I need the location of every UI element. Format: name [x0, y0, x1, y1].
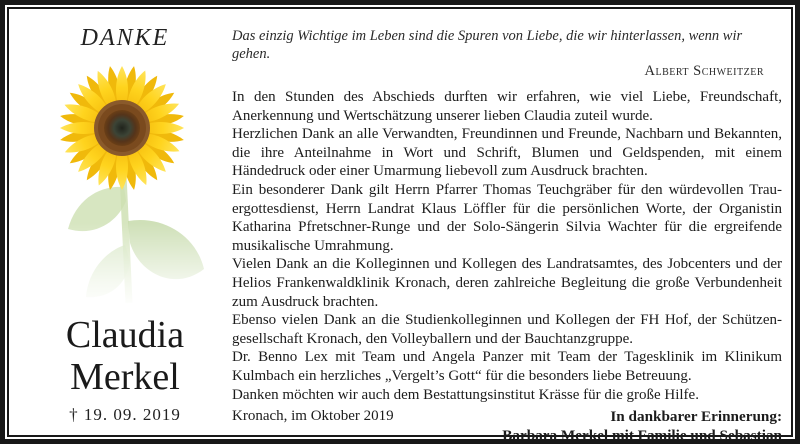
paragraph: Vielen Dank an die Kolleginnen und Kollegen des Landratsamtes, des Jobcenters und der Helios Frankenwaldklinik Kronach, deren zahlreiche Begleitung die große Verbundenheit zum Ausdruck brachten. — [232, 256, 782, 310]
memorial-column — [20, 25, 230, 425]
sunflower-image — [30, 53, 220, 308]
notice-footer — [232, 407, 782, 445]
paragraph: Ein besonderer Dank gilt Herrn Pfarrer Thomas Teuchgräber für den würdevollen Trauergottesdienst, Herrn Landrat Klaus Löffler für die persönlichen Worte, der Organistin Katharina Pfretschner-Runge und der Solo-Sängerin Silvia Wachter für die ergreifende musikalische Umrahmung. — [232, 181, 782, 254]
text-column — [232, 27, 782, 445]
paragraph: Herzlichen Dank an alle Verwandten, Freundinnen und Freunde, Nachbarn und Bekannten, die ihre Anteilnahme in Wort und Schrift, Blumen und Geldspenden, mit einem Händedruck oder einer Umarmung liebevoll zum Ausdruck brachten. — [232, 126, 782, 180]
thank-you-paragraphs — [232, 88, 782, 404]
paragraph: Ebenso vielen Dank an die Studienkolleginnen und Kollegen der FH Hof, der Schützengesellschaft Kronach, den Volleyballern und der Bauchtanzgruppe. — [232, 312, 782, 347]
closing-line: In dankbarer Erinnerung: — [610, 408, 782, 426]
deceased-last-name: Merkel — [70, 356, 180, 398]
place-and-date: Kronach, im Oktober 2019 — [232, 408, 394, 425]
death-date: † 19. 09. 2019 — [69, 405, 181, 424]
memorial-quote: Das einzig Wichtige im Leben sind die Spuren von Liebe, die wir hinterlassen, wenn wir gehen. — [232, 28, 743, 62]
paragraph: In den Stunden des Abschieds durften wir erfahren, wie viel Liebe, Freundschaft, Anerkennung und Wertschätzung unserer lieben Claudia zuteil wurde. — [232, 89, 782, 124]
paragraph: Dr. Benno Lex mit Team und Angela Panzer mit Team der Tagesklinik im Klinikum Kulmbach ein herzliches „Vergelt’s Gott“ für die besonders liebe Betreuung. — [232, 349, 782, 384]
closing-block — [502, 407, 782, 445]
quote-attribution: Albert Schweitzer — [644, 63, 764, 79]
sunflower-disc — [94, 100, 150, 156]
deceased-name — [20, 314, 230, 398]
danke-heading: DANKE — [80, 25, 170, 51]
paragraph: Danken möchten wir auch dem Bestattungsinstitut Krässe für die große Hilfe. — [232, 386, 699, 403]
deceased-first-name: Claudia — [65, 314, 185, 356]
family-line: Barbara Merkel mit Familie und Sebastian — [502, 427, 782, 445]
